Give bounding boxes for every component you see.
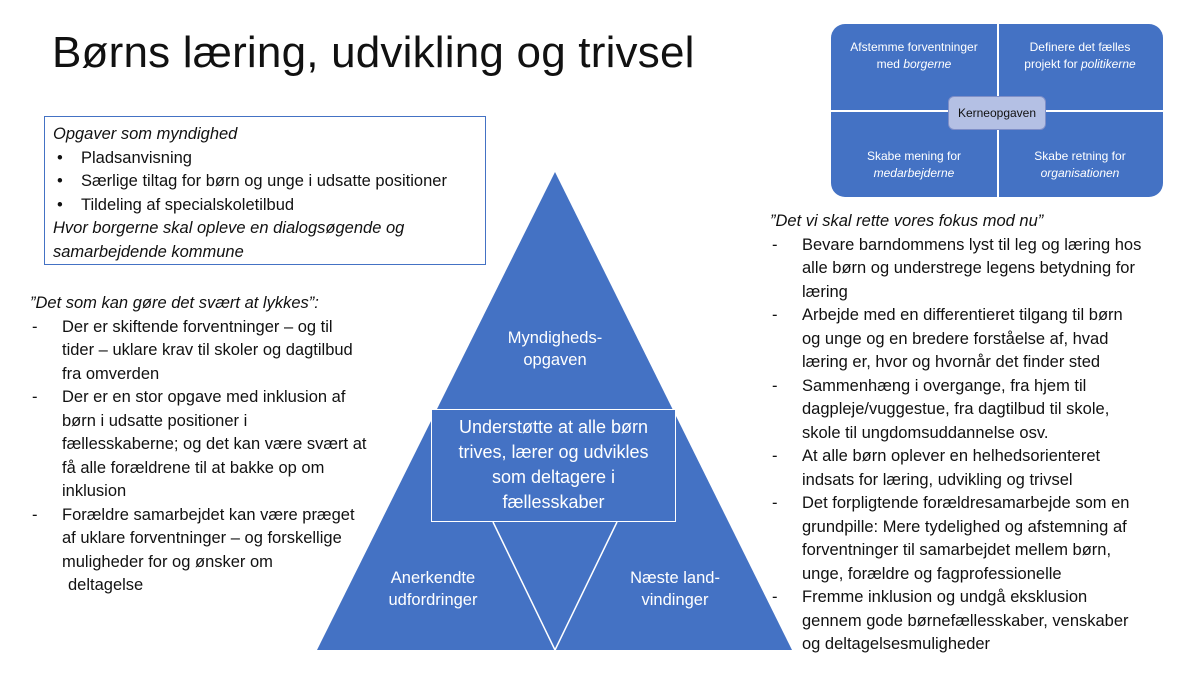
line: fra omverden bbox=[62, 364, 160, 383]
line: - At alle børn oplever en helhedsorienteret bbox=[802, 447, 1101, 465]
line: læring er, hvor og hvornår det finder sted bbox=[802, 353, 1101, 371]
quadrant-text: projekt for bbox=[1024, 57, 1081, 71]
quadrant-line: Skabe mening for bbox=[866, 149, 962, 163]
line: dagpleje/vuggestue, fra dagtilbud til skole, bbox=[802, 400, 1110, 418]
pyramid-center-box bbox=[431, 409, 676, 522]
focus-heading: ”Det vi skal rette vores fokus mod nu” bbox=[770, 212, 1044, 230]
core-task-label: Kerneopgaven bbox=[948, 96, 1046, 130]
myndighed-footer-line1: Hvor borgerne skal opleve en dialogsøgende og bbox=[53, 219, 405, 237]
line: af uklare forventninger – og forskellige bbox=[62, 529, 342, 547]
line: og unge og en bredere forståelse af, hvad bbox=[802, 329, 1109, 348]
line: indsats for læring, udvikling og trivsel bbox=[802, 470, 1073, 489]
line: - Sammenhæng i overgange, fra hjem til bbox=[802, 376, 1087, 395]
pyramid-right-label bbox=[610, 567, 740, 611]
line: - Forældre samarbejdet kan være præget bbox=[62, 505, 355, 524]
list-item: • Pladsanvisning bbox=[73, 147, 477, 171]
quadrant-emph: politikerne bbox=[1081, 57, 1136, 71]
line: - Arbejde med en differentieret tilgang til børn bbox=[802, 306, 1123, 324]
line: børn i udsatte positioner i bbox=[62, 411, 248, 430]
line: og deltagelsesmuligheder bbox=[802, 635, 991, 653]
pyramid-top-label bbox=[480, 327, 630, 371]
center-line: Understøtte at alle børn bbox=[458, 417, 649, 437]
line: grundpille: Mere tydelighed og afstemning af bbox=[802, 517, 1127, 536]
quadrant-emph: borgerne bbox=[903, 57, 952, 71]
label-line: vindinger bbox=[641, 591, 709, 609]
line: forventninger til samarbejdet mellem børn, bbox=[802, 541, 1112, 559]
challenges-tail: deltagelse bbox=[68, 576, 144, 594]
quadrant-emph: organisationen bbox=[1040, 166, 1120, 180]
line: fællesskaberne; og det kan være svært at bbox=[62, 435, 367, 453]
label-line: opgaven bbox=[523, 351, 587, 369]
quadrant-line: Afstemme forventninger bbox=[850, 40, 978, 54]
line: - Der er en stor opgave med inklusion af bbox=[62, 388, 346, 406]
center-line: som deltagere i bbox=[491, 467, 616, 487]
label-line: Myndigheds- bbox=[507, 329, 603, 347]
quadrant-line: Skabe retning for bbox=[1034, 149, 1126, 163]
pyramid-left-label bbox=[368, 567, 498, 611]
line: - Bevare barndommens lyst til leg og læring hos bbox=[802, 235, 1142, 254]
label-line: Næste land- bbox=[630, 569, 720, 587]
list-item: • Tildeling af specialskoletilbud bbox=[73, 194, 477, 218]
line: unge, forældre og fagprofessionelle bbox=[802, 564, 1062, 583]
page-title: Børns læring, udvikling og trivsel bbox=[52, 28, 695, 77]
line: skole til ungdomsuddannelse osv. bbox=[802, 423, 1049, 442]
quadrant-emph: medarbejderne bbox=[873, 166, 955, 180]
line: muligheder for og ønsker om bbox=[62, 552, 273, 571]
myndighed-footer-line2: samarbejdende kommune bbox=[53, 242, 244, 261]
label-line: udfordringer bbox=[388, 591, 478, 609]
center-line: trives, lærer og udvikles bbox=[458, 442, 649, 462]
line: alle børn og understrege legens betydning for bbox=[802, 259, 1135, 277]
quadrant-line: Definere det fælles bbox=[1029, 40, 1131, 54]
quadrant-text: med bbox=[876, 57, 904, 71]
line: - Fremme inklusion og undgå eksklusion bbox=[802, 588, 1088, 606]
line: få alle forældrene til at bakke op om bbox=[62, 458, 325, 477]
line: gennem gode børnefællesskaber, venskaber bbox=[802, 611, 1129, 630]
line: inklusion bbox=[62, 482, 127, 500]
line: - Der er skiftende forventninger – og til bbox=[62, 317, 333, 336]
center-line: fællesskaber bbox=[502, 492, 605, 512]
myndighed-heading: Opgaver som myndighed bbox=[53, 125, 238, 143]
line: - Det forpligtende forældresamarbejde som en bbox=[802, 494, 1130, 512]
line: læring bbox=[802, 282, 848, 301]
challenges-heading: ”Det som kan gøre det svært at lykkes”: bbox=[30, 294, 319, 312]
line: tider – uklare krav til skoler og dagtilbud bbox=[62, 341, 353, 359]
label-line: Anerkendte bbox=[390, 569, 476, 587]
list-item: • Særlige tiltag for børn og unge i udsatte positioner bbox=[73, 170, 477, 194]
